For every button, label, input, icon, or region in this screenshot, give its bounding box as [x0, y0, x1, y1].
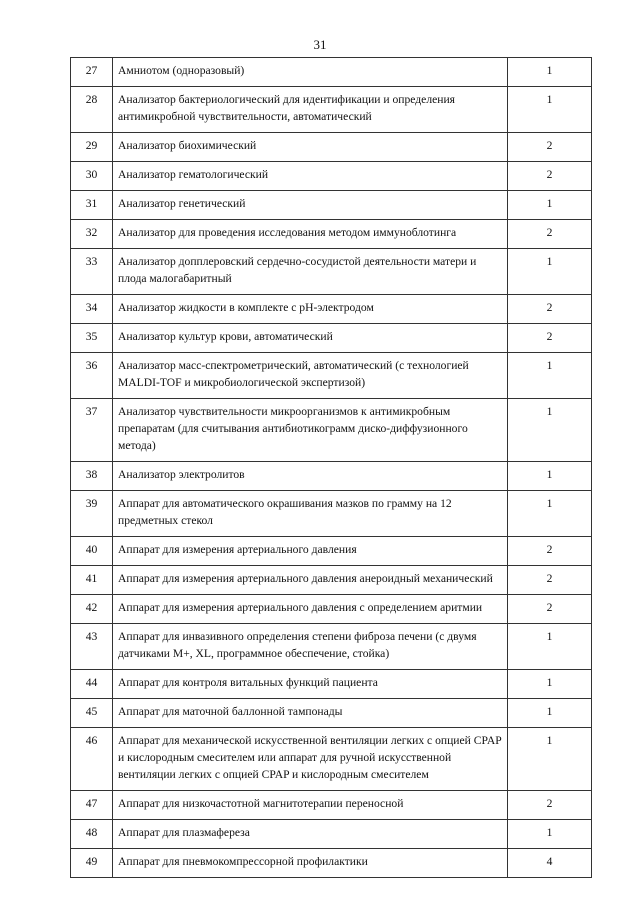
item-name-cell: Анализатор бактериологический для идентификации и определения антимикробной чувствительности, автоматический [113, 87, 508, 133]
item-name-cell: Аппарат для измерения артериального давления [113, 537, 508, 566]
row-number-cell: 49 [71, 849, 113, 878]
row-number-cell: 47 [71, 791, 113, 820]
item-name-cell: Анализатор культур крови, автоматический [113, 324, 508, 353]
item-name-cell: Аппарат для маточной баллонной тампонады [113, 699, 508, 728]
item-quantity-cell: 1 [508, 58, 592, 87]
equipment-table [70, 57, 592, 878]
item-quantity-cell: 2 [508, 295, 592, 324]
item-quantity-cell: 1 [508, 87, 592, 133]
table-row [71, 491, 592, 537]
item-name-cell: Анализатор допплеровский сердечно-сосудистой деятельности матери и плода малогабаритный [113, 249, 508, 295]
row-number-cell: 46 [71, 728, 113, 791]
item-quantity-cell: 1 [508, 699, 592, 728]
table-row [71, 191, 592, 220]
item-name-cell: Аппарат для плазмафереза [113, 820, 508, 849]
item-name-cell: Аппарат для измерения артериального давления анероидный механический [113, 566, 508, 595]
row-number-cell: 40 [71, 537, 113, 566]
item-quantity-cell: 2 [508, 595, 592, 624]
item-quantity-cell: 1 [508, 353, 592, 399]
item-quantity-cell: 2 [508, 133, 592, 162]
item-quantity-cell: 1 [508, 728, 592, 791]
table-row [71, 791, 592, 820]
item-quantity-cell: 1 [508, 399, 592, 462]
item-name-cell: Аппарат для механической искусственной вентиляции легких с опцией CPAP и кислородным смесителем или аппарат для ручной искусственной вентиляции легких с опцией CPAP и кислородным смесителем [113, 728, 508, 791]
table-row [71, 353, 592, 399]
table-row [71, 220, 592, 249]
item-quantity-cell: 2 [508, 566, 592, 595]
table-row [71, 670, 592, 699]
table-row [71, 566, 592, 595]
row-number-cell: 39 [71, 491, 113, 537]
table-row [71, 133, 592, 162]
row-number-cell: 31 [71, 191, 113, 220]
item-quantity-cell: 2 [508, 537, 592, 566]
item-quantity-cell: 1 [508, 624, 592, 670]
item-quantity-cell: 1 [508, 820, 592, 849]
table-row [71, 249, 592, 295]
item-quantity-cell: 2 [508, 791, 592, 820]
table-row [71, 162, 592, 191]
item-quantity-cell: 2 [508, 220, 592, 249]
item-name-cell: Анализатор жидкости в комплекте с pH-электродом [113, 295, 508, 324]
row-number-cell: 34 [71, 295, 113, 324]
row-number-cell: 45 [71, 699, 113, 728]
table-row [71, 728, 592, 791]
row-number-cell: 35 [71, 324, 113, 353]
item-name-cell: Амниотом (одноразовый) [113, 58, 508, 87]
item-name-cell: Аппарат для пневмокомпрессорной профилактики [113, 849, 508, 878]
row-number-cell: 48 [71, 820, 113, 849]
item-name-cell: Анализатор биохимический [113, 133, 508, 162]
item-quantity-cell: 1 [508, 249, 592, 295]
item-quantity-cell: 4 [508, 849, 592, 878]
item-name-cell: Анализатор чувствительности микроорганизмов к антимикробным препаратам (для считывания антибиотикограмм диско-диффузионного метода) [113, 399, 508, 462]
row-number-cell: 43 [71, 624, 113, 670]
table-row [71, 624, 592, 670]
item-name-cell: Аппарат для измерения артериального давления с определением аритмии [113, 595, 508, 624]
row-number-cell: 33 [71, 249, 113, 295]
row-number-cell: 28 [71, 87, 113, 133]
item-name-cell: Анализатор генетический [113, 191, 508, 220]
item-quantity-cell: 1 [508, 491, 592, 537]
row-number-cell: 41 [71, 566, 113, 595]
row-number-cell: 37 [71, 399, 113, 462]
table-row [71, 820, 592, 849]
table-row [71, 699, 592, 728]
row-number-cell: 32 [71, 220, 113, 249]
row-number-cell: 29 [71, 133, 113, 162]
table-row [71, 537, 592, 566]
row-number-cell: 38 [71, 462, 113, 491]
row-number-cell: 42 [71, 595, 113, 624]
row-number-cell: 44 [71, 670, 113, 699]
page-number: 31 [313, 37, 327, 52]
table-row [71, 324, 592, 353]
item-name-cell: Анализатор гематологический [113, 162, 508, 191]
item-name-cell: Аппарат для контроля витальных функций пациента [113, 670, 508, 699]
item-name-cell: Аппарат для низкочастотной магнитотерапии переносной [113, 791, 508, 820]
table-row [71, 849, 592, 878]
item-name-cell: Аппарат для инвазивного определения степени фиброза печени (с двумя датчиками M+, XL, программное обеспечение, стойка) [113, 624, 508, 670]
item-quantity-cell: 1 [508, 670, 592, 699]
table-row [71, 595, 592, 624]
table-row [71, 462, 592, 491]
item-quantity-cell: 1 [508, 462, 592, 491]
item-quantity-cell: 2 [508, 162, 592, 191]
row-number-cell: 36 [71, 353, 113, 399]
table-row [71, 58, 592, 87]
item-name-cell: Анализатор масс-спектрометрический, автоматический (с технологией MALDI-TOF и микробиологической экспертизой) [113, 353, 508, 399]
item-quantity-cell: 1 [508, 191, 592, 220]
equipment-table-body [71, 58, 592, 878]
item-name-cell: Аппарат для автоматического окрашивания мазков по грамму на 12 предметных стекол [113, 491, 508, 537]
item-name-cell: Анализатор электролитов [113, 462, 508, 491]
item-name-cell: Анализатор для проведения исследования методом иммуноблотинга [113, 220, 508, 249]
row-number-cell: 27 [71, 58, 113, 87]
table-row [71, 399, 592, 462]
table-row [71, 87, 592, 133]
item-quantity-cell: 2 [508, 324, 592, 353]
table-row [71, 295, 592, 324]
row-number-cell: 30 [71, 162, 113, 191]
